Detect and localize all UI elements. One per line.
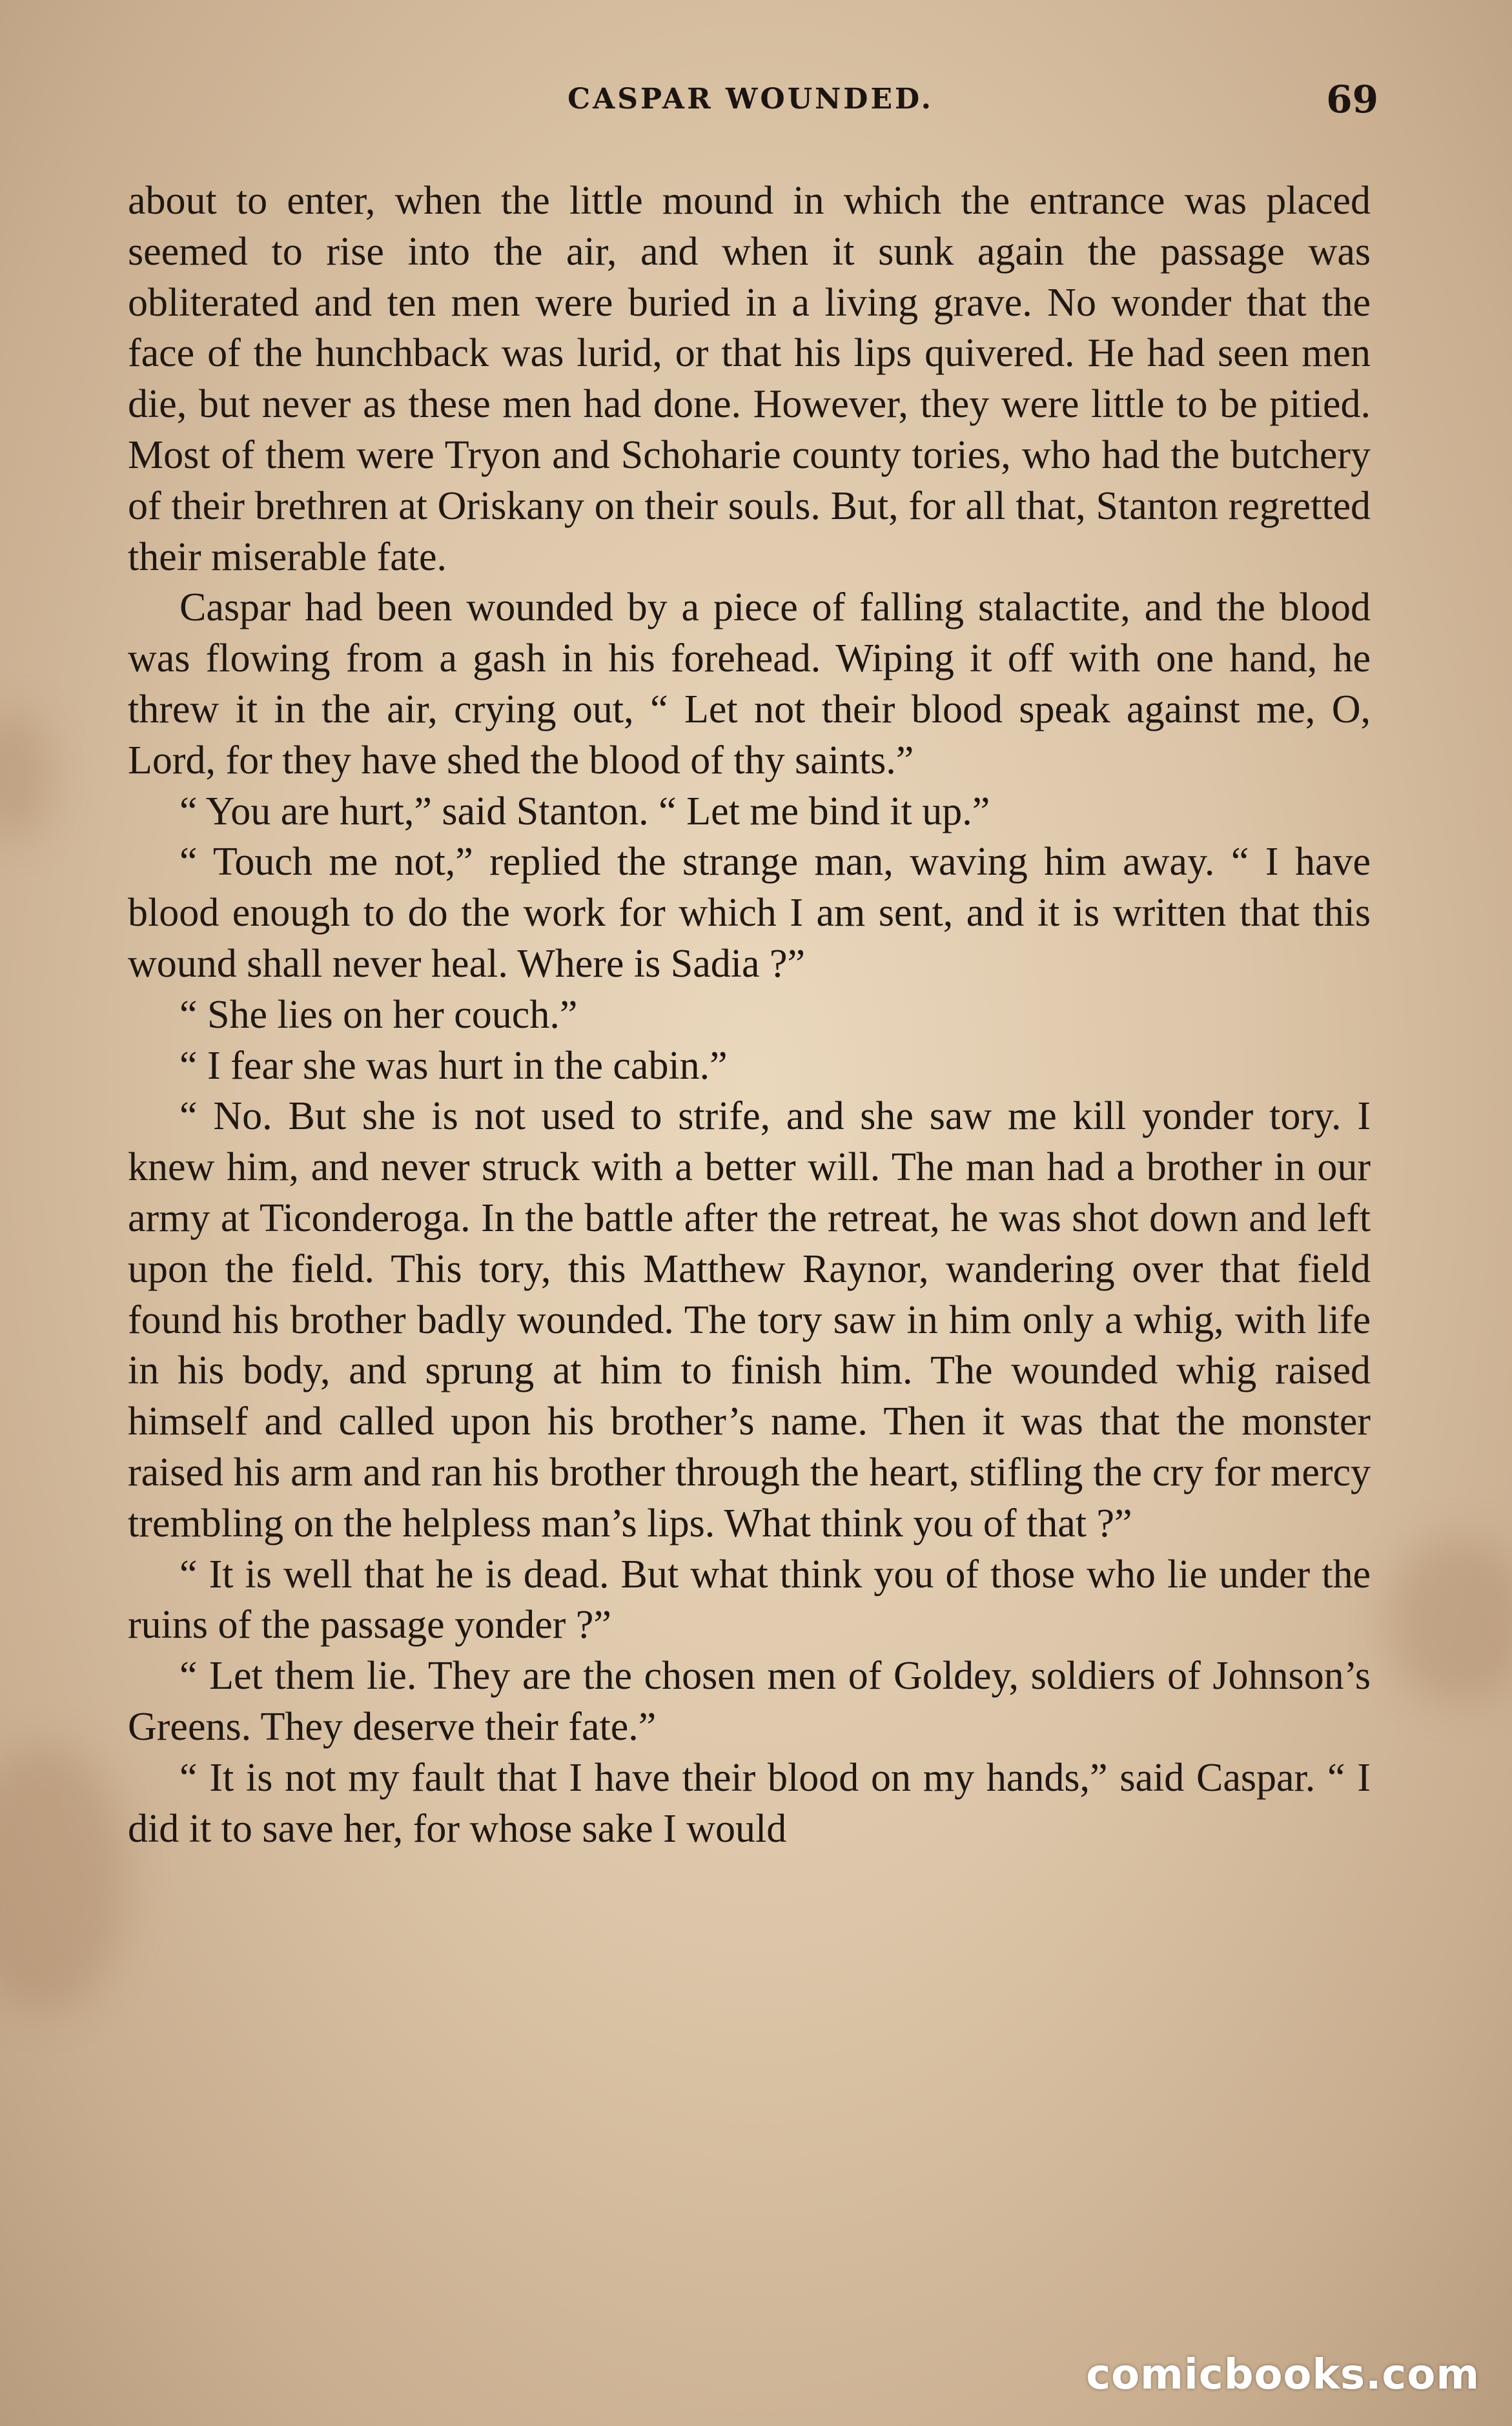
running-title: CASPAR WOUNDED. xyxy=(567,83,934,116)
paper-stain xyxy=(0,710,52,839)
paper-stain xyxy=(1388,1536,1512,1704)
paragraph: “ No. But she is not used to strife, and she saw me kill yonder tory. I knew him, and never struck with a better will. The man had a brother in our army at Ticonderoga. In the battle after the retreat, he was shot down and left upon the field. This tory, this Matthew Raynor, wandering over that field found his brother badly wounded. The tory saw in him only a whig, with life in his body, and sprung at him to finish him. The wounded whig raised himself and called upon his brother’s name. Then it was that the monster raised his arm and ran his brother through the heart, stifling the cry for mercy trembling on the helpless man’s lips. What think you of that ?” xyxy=(128,1094,1371,1545)
paragraph: “ Touch me not,” replied the strange man, waving him away. “ I have blood enough to do the work for which I am sent, and it is written that this wound shall never heal. Where is Sadia ?” xyxy=(128,840,1371,986)
paragraph: Caspar had been wounded by a piece of falling stalactite, and the blood was flowing from a gash in his forehead. Wiping it off with one hand, he threw it in the air, crying out, “ Let not their blood speak against me, O, Lord, for they have shed the blood of thy saints.” xyxy=(128,586,1371,782)
paragraph: “ Let them lie. They are the chosen men of Goldey, soldiers of Johnson’s Greens. They deserve their fate.” xyxy=(128,1654,1371,1749)
page-number: 69 xyxy=(1326,77,1378,121)
paragraph: “ I fear she was hurt in the cabin.” xyxy=(179,1043,728,1088)
running-head xyxy=(123,77,1378,129)
paragraph: “ It is not my fault that I have their blood on my hands,” said Caspar. “ I did it to save her, for whose sake I would xyxy=(128,1755,1371,1851)
watermark: comicbooks.com xyxy=(1086,2351,1480,2399)
paper-stain xyxy=(0,1743,129,2014)
paragraph: “ It is well that he is dead. But what think you of those who lie under the ruins of the passage yonder ?” xyxy=(128,1552,1371,1647)
paragraph: “ She lies on her couch.” xyxy=(179,992,578,1037)
paragraph: “ You are hurt,” said Stanton. “ Let me bind it up.” xyxy=(179,789,990,833)
body-text xyxy=(128,176,1371,1854)
paragraph: about to enter, when the little mound in which the entrance was placed seemed to rise into the air, and when it sunk again the passage was obliterated and ten men were buried in a living grave. No wonder that the face of the hunchback was lurid, or that his lips quivered. He had seen men die, but never as these men had done. However, they were little to be pitied. Most of them were Tryon and Schoharie county tories, who had the butchery of their brethren at Oriskany on their souls. But, for all that, Stanton regretted their miserable fate. xyxy=(128,179,1371,579)
